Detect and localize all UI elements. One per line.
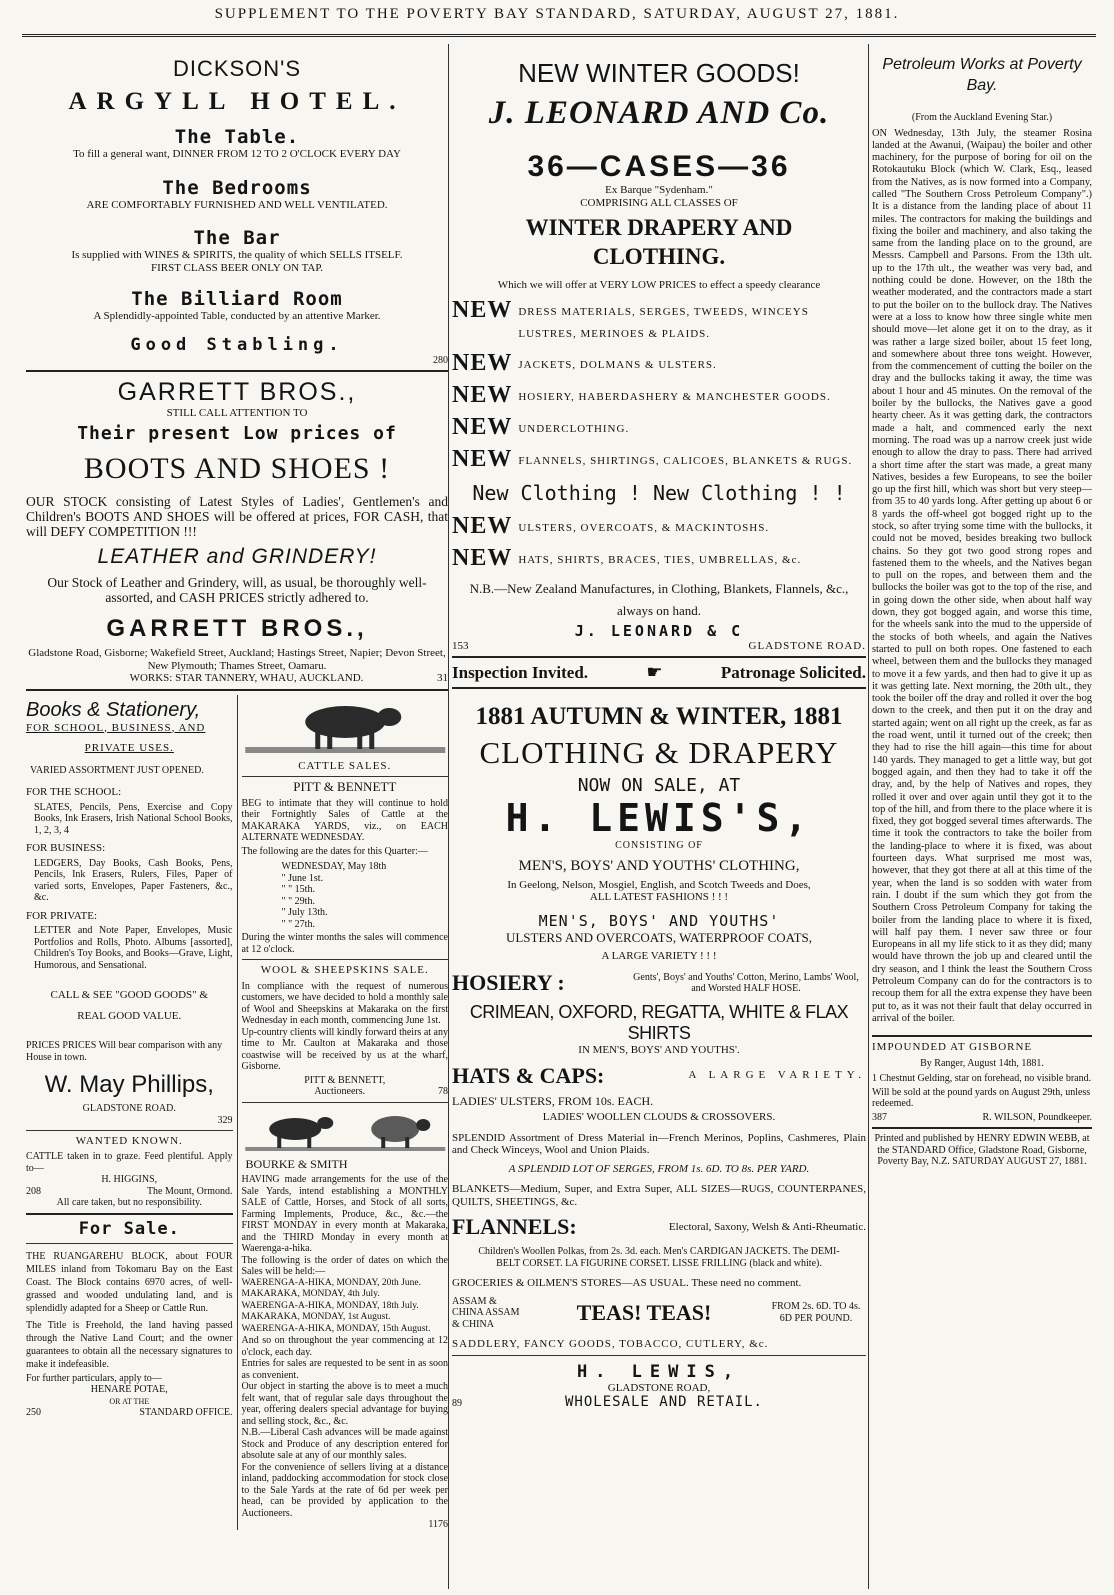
ad-text: N.B.—Liberal Cash advances will be made against Stock and Produce of any description entered for absolute sale at any of our monthly sales. bbox=[241, 1427, 448, 1461]
imprint: Printed and published by HENRY EDWIN WEBB, at the STANDARD Office, Gladstone Road, Gisborne, Poverty Bay, N.Z. SATURDAY AUGUST 27, 1881. bbox=[874, 1133, 1090, 1168]
new-label: NEW bbox=[452, 544, 513, 571]
divider bbox=[242, 776, 449, 777]
ad-number: 387 bbox=[872, 1111, 887, 1123]
ad-text: A LARGE VARIETY. bbox=[688, 1069, 866, 1082]
divider bbox=[242, 959, 449, 960]
ad-text: H. HIGGINS, bbox=[101, 1174, 158, 1185]
ad-heading: BOOTS AND SHOES ! bbox=[83, 452, 391, 485]
new-label: NEW bbox=[452, 445, 513, 472]
sale-date: WAERENGA-A-HIKA, MONDAY, 15th August. bbox=[241, 1323, 431, 1334]
divider bbox=[452, 687, 866, 689]
ad-heading: H. LEWIS, bbox=[576, 1361, 742, 1382]
ad-text: SPLENDID Assortment of Dress Material in—French Merinos, Poplins, Cashmeres, Plain and Check Winceys, Wool and Union Plaids. bbox=[452, 1131, 866, 1156]
ad-heading: ARGYLL HOTEL. bbox=[68, 88, 406, 115]
ad-subheading: FOR BUSINESS: bbox=[26, 842, 106, 854]
cattle-illustration bbox=[242, 695, 449, 755]
masthead: SUPPLEMENT TO THE POVERTY BAY STANDARD, SATURDAY, AUGUST 27, 1881. bbox=[214, 6, 900, 22]
ad-text: ALL LATEST FASHIONS ! ! ! bbox=[589, 891, 729, 903]
sale-date: " July 13th. bbox=[281, 907, 328, 918]
sale-date: WAERENGA-A-HIKA, MONDAY, 18th July. bbox=[241, 1300, 419, 1311]
divider bbox=[26, 1243, 233, 1244]
notice-text: By Ranger, August 14th, 1881. bbox=[920, 1057, 1044, 1069]
ad-heading: 36—CASES—36 bbox=[527, 150, 791, 183]
ad-text: HENARE POTAE, bbox=[90, 1384, 168, 1395]
ad-heading: W. May Phillips, bbox=[44, 1071, 214, 1098]
column-rule bbox=[868, 44, 869, 1589]
ad-subheading: The Bar bbox=[193, 227, 281, 249]
divider bbox=[26, 689, 448, 691]
column-right bbox=[872, 44, 1092, 1589]
notice-text: 1 Chestnut Gelding, star on forehead, no visible brand. bbox=[872, 1073, 1092, 1085]
ad-text: SLATES, Pencils, Pens, Exercise and Copy Books, Ink Erasers, Irish National School Books, 1, 2, 3, 4 bbox=[34, 801, 233, 836]
ad-text: GLADSTONE ROAD. bbox=[748, 639, 866, 652]
ad-text: Up-country clients will kindly forward theirs at any time to Mr. Caulton at Makaraka and those coastwise will be received by us at the wharf, Gisborne. bbox=[241, 1026, 448, 1072]
ad-heading: Patronage Solicited. bbox=[720, 663, 866, 682]
ad-text: OR AT THE bbox=[109, 1396, 150, 1406]
ad-heading: WHOLESALE AND RETAIL. bbox=[564, 1394, 763, 1410]
ad-heading: LEATHER and GRINDERY! bbox=[97, 545, 377, 568]
new-line bbox=[452, 513, 866, 540]
ad-text: LETTER and Note Paper, Envelopes, Music Portfolios and Rolls, Photo. Albums [assorted], Children's Toy Books, and Books—Grave, Light, Humorous, and Sensational. bbox=[34, 925, 233, 971]
ad-heading: Books & Stationery, bbox=[26, 698, 201, 721]
sale-date: WAERENGA-A-HIKA, MONDAY, 20th June. bbox=[241, 1277, 421, 1288]
new-line bbox=[452, 414, 866, 441]
ad-text: PITT & BENNETT, bbox=[304, 1074, 386, 1086]
ad-text: Gladstone Road, Gisborne; Wakefield Street, Auckland; Hastings Street, Napier; Devon Street, New Plymouth; Thames Street, Oamaru. bbox=[28, 647, 446, 672]
ad-number: 208 bbox=[26, 1185, 41, 1197]
ad-text: BLANKETS—Medium, Super, and Extra Super, ALL SIZES—RUGS, COUNTERPANES, QUILTS, SHEETINGS, &c. bbox=[452, 1183, 866, 1208]
article-title: Petroleum Works at Poverty Bay. bbox=[882, 56, 1082, 94]
ad-heading: TEAS! TEAS! bbox=[576, 1299, 712, 1325]
ad-subheading: The Table. bbox=[174, 126, 300, 148]
ad-text: SADDLERY, FANCY GOODS, TOBACCO, CUTLERY, &c. bbox=[452, 1338, 769, 1350]
ad-text: PRIVATE USES. bbox=[84, 742, 174, 754]
ad-text: Which we will offer at VERY LOW PRICES to effect a speedy clearance bbox=[497, 279, 821, 291]
ad-subheading: BOURKE & SMITH bbox=[245, 1156, 348, 1171]
ad-text: GLADSTONE ROAD, bbox=[607, 1381, 711, 1394]
ad-text: STILL CALL ATTENTION TO bbox=[166, 406, 308, 419]
ad-text: And so on throughout the year commencing at 12 o'clock, each day. bbox=[241, 1335, 448, 1358]
ad-text: The following are the dates for this Quarter:— bbox=[241, 845, 428, 857]
new-line-text: HOSIERY, HABERDASHERY & MANCHESTER GOODS. bbox=[518, 390, 831, 403]
ad-heading: For Sale. bbox=[78, 1218, 180, 1239]
notice-text: R. WILSON, Poundkeeper. bbox=[982, 1111, 1092, 1123]
ad-heading: DICKSON'S bbox=[172, 56, 302, 81]
new-label: NEW bbox=[452, 413, 513, 440]
ad-text: LADIES' WOOLLEN CLOUDS & CROSSOVERS. bbox=[542, 1111, 776, 1123]
ad-heading: CATTLE SALES. bbox=[298, 759, 392, 772]
ad-heading: WOOL & SHEEPSKINS SALE. bbox=[260, 964, 429, 976]
sale-date: " " 27th. bbox=[281, 918, 315, 930]
ad-text: LADIES' ULSTERS, FROM 10s. EACH. bbox=[452, 1093, 654, 1108]
ad-heading: NEW WINTER GOODS! bbox=[518, 58, 800, 88]
ad-text: LEDGERS, Day Books, Cash Books, Pens, Pencils, Ink Erasers, Rulers, Files, Paper of varied sorts, Envelopes, Paper Fasteners, &c., &c. bbox=[34, 857, 233, 903]
ad-text: In Geelong, Nelson, Mosgiel, English, and Scotch Tweeds and Does, bbox=[507, 878, 811, 891]
ad-text: STANDARD OFFICE. bbox=[139, 1407, 233, 1418]
masthead-rule bbox=[22, 34, 1096, 37]
ad-text: CONSISTING OF bbox=[615, 840, 703, 851]
ad-text: VARIED ASSORTMENT JUST OPENED. bbox=[30, 764, 204, 776]
ad-number: 1176 bbox=[428, 1519, 448, 1530]
ad-text: BEG to intimate that they will continue to hold their Fortnightly Sales of Cattle at the MAKARAKA YARDS, viz., on EACH ALTERNATE WEDNESDAY. bbox=[241, 797, 448, 843]
ad-text: PRICES PRICES Will bear comparison with any House in town. bbox=[26, 1040, 223, 1063]
ad-subheading: MEN'S, BOYS' AND YOUTHS' CLOTHING, bbox=[518, 857, 800, 874]
ad-text: Children's Woollen Polkas, from 2s. 3d. each. Men's CARDIGAN JACKETS. The DEMI-BELT CORSET. LA FIGURINE CORSET. LISSE FRILLING (black and white). bbox=[478, 1246, 840, 1269]
new-line-text: ULSTERS, OVERCOATS, & MACKINTOSHS. bbox=[518, 521, 770, 534]
new-line-text: HATS, SHIRTS, BRACES, TIES, UMBRELLAS, &c. bbox=[518, 553, 802, 566]
leonard-ad bbox=[452, 58, 866, 652]
ad-heading: HATS & CAPS: bbox=[452, 1062, 605, 1088]
sale-dates bbox=[282, 861, 449, 930]
new-label: NEW bbox=[452, 381, 513, 408]
sale-date: MAKARAKA, MONDAY, 4th July. bbox=[241, 1289, 380, 1299]
classifieds-grid bbox=[26, 695, 448, 1531]
ad-text: IN MEN'S, BOYS' AND YOUTHS'. bbox=[578, 1044, 740, 1056]
sale-date: " " 15th. bbox=[281, 884, 315, 895]
ad-heading: CLOTHING & DRAPERY bbox=[479, 735, 839, 770]
ad-subheading: PITT & BENNETT bbox=[293, 779, 397, 794]
ad-text: REAL GOOD VALUE. bbox=[77, 1009, 182, 1022]
ad-subheading: ULSTERS AND OVERCOATS, WATERPROOF COATS, bbox=[505, 929, 813, 945]
ad-subheading: The Billiard Room bbox=[131, 288, 343, 310]
new-line-text: DRESS MATERIALS, SERGES, TWEEDS, WINCEYS LUSTRES, MERINOES & PLAIDS. bbox=[518, 305, 809, 340]
new-line-text: JACKETS, DOLMANS & ULSTERS. bbox=[518, 358, 717, 371]
lewis-ad bbox=[452, 662, 866, 1410]
divider bbox=[452, 656, 866, 658]
divider bbox=[872, 1035, 1092, 1037]
ad-text: FIRST CLASS BEER ONLY ON TAP. bbox=[150, 261, 323, 274]
ad-subheading: FOR PRIVATE: bbox=[26, 909, 98, 922]
ad-text: A LARGE VARIETY ! ! ! bbox=[601, 949, 717, 962]
ad-number: 329 bbox=[217, 1114, 233, 1126]
new-line bbox=[452, 297, 866, 345]
ad-text: Is supplied with WINES & SPIRITS, the quality of which SELLS ITSELF. bbox=[71, 249, 403, 261]
ad-heading: H. LEWIS'S, bbox=[505, 796, 813, 840]
sale-date: WEDNESDAY, May 18th bbox=[281, 861, 387, 872]
new-line-text: FLANNELS, SHIRTINGS, CALICOES, BLANKETS & RUGS. bbox=[518, 454, 853, 467]
divider bbox=[872, 1127, 1092, 1129]
ad-text: For further particulars, apply to— bbox=[26, 1372, 162, 1384]
ad-subheading: Their present Low prices of bbox=[77, 423, 397, 444]
notice-heading: IMPOUNDED AT GISBORNE bbox=[872, 1041, 1033, 1054]
ad-text: A Splendidly-appointed Table, conducted by an attentive Marker. bbox=[93, 310, 381, 322]
ad-text: ARE COMFORTABLY FURNISHED AND WELL VENTILATED. bbox=[86, 198, 388, 211]
ad-text: Electoral, Saxony, Welsh & Anti-Rheumatic. bbox=[668, 1220, 866, 1233]
column-middle bbox=[452, 44, 866, 1589]
ad-number: 153 bbox=[452, 639, 469, 652]
ad-text: Our object in starting the above is to meet a much felt want, that of regular sale days throughout the year, offering dealers special advantage for buying and selling stock, &c., &c. bbox=[241, 1381, 448, 1427]
ad-number: 250 bbox=[26, 1407, 41, 1418]
hand-icon: ☛ bbox=[646, 662, 663, 682]
notice-text: Will be sold at the pound yards on August 29th, unless redeemed. bbox=[872, 1086, 1091, 1110]
ad-text: During the winter months the sales will commence at 12 o'clock. bbox=[241, 932, 448, 955]
ad-text: ASSAM & CHINA ASSAM & CHINA bbox=[452, 1295, 520, 1330]
new-line-text: UNDERCLOTHING. bbox=[518, 422, 630, 435]
ad-heading: J. LEONARD AND Co. bbox=[488, 95, 830, 131]
ad-text: COMPRISING ALL CLASSES OF bbox=[580, 196, 738, 209]
ad-heading: WANTED KNOWN. bbox=[75, 1134, 183, 1147]
sale-date: MAKARAKA, MONDAY, 1st August. bbox=[241, 1312, 391, 1322]
ad-subheading: FOR THE SCHOOL: bbox=[26, 786, 122, 798]
ad-number: 78 bbox=[437, 1086, 448, 1097]
new-label: NEW bbox=[452, 512, 513, 539]
ad-text: The Mount, Ormond. bbox=[146, 1185, 233, 1197]
new-line bbox=[452, 382, 866, 409]
livestock-illustration bbox=[242, 1107, 449, 1153]
ad-subheading: MEN'S, BOYS' AND YOUTHS' bbox=[538, 911, 780, 930]
ad-number: 31 bbox=[437, 672, 448, 684]
new-label: NEW bbox=[452, 349, 513, 376]
divider bbox=[452, 1355, 866, 1356]
ad-text: HAVING made arrangements for the use of the Sale Yards, intend establishing a MONTHLY SALE of Cattle, Horses, and Stock of all sorts, Farming Implements, Produce, &c., &c.—the FIRST MONDAY in every month at Makaraka, and the THIRD Monday in every month at Waerenga-a-hika. bbox=[241, 1174, 448, 1254]
ad-text: Auctioneers. bbox=[314, 1086, 366, 1097]
sale-date: " " 29th. bbox=[281, 895, 315, 907]
ad-text: All care taken, but no responsibility. bbox=[56, 1197, 202, 1208]
ad-heading: FLANNELS: bbox=[452, 1214, 577, 1239]
ad-heading: Inspection Invited. bbox=[452, 663, 589, 682]
ad-heading: CRIMEAN, OXFORD, REGATTA, WHITE & FLAX SHIRTS bbox=[469, 1002, 849, 1043]
ad-heading: HOSIERY : bbox=[452, 970, 565, 995]
ad-heading: GARRETT BROS., bbox=[106, 615, 368, 642]
subcolumn bbox=[26, 695, 237, 1531]
ad-text: GROCERIES & OILMEN'S STORES—AS USUAL. These need no comment. bbox=[452, 1277, 802, 1289]
ad-text: WORKS: STAR TANNERY, WHAU, AUCKLAND. bbox=[129, 672, 364, 684]
sale-dates bbox=[242, 1278, 449, 1336]
ad-text: GLADSTONE ROAD. bbox=[82, 1103, 176, 1114]
new-line bbox=[452, 350, 866, 377]
ad-text: The Title is Freehold, the land having passed through the Native Land Court; and the owner guarantees to obtain all the necessary signatures to make it indefeasible. bbox=[26, 1319, 233, 1370]
ad-number: 280 bbox=[433, 354, 448, 366]
subcolumn bbox=[237, 695, 449, 1531]
column-rule bbox=[448, 44, 449, 1589]
new-line bbox=[452, 446, 866, 473]
ad-heading: J. LEONARD & C bbox=[574, 621, 744, 640]
ad-text: Entries for sales are requested to be sent in as soon as convenient. bbox=[241, 1358, 448, 1381]
ad-text: CALL & SEE "GOOD GOODS" & bbox=[50, 989, 208, 1001]
ad-number: 89 bbox=[452, 1398, 462, 1409]
new-line bbox=[452, 545, 866, 572]
ad-text: A SPLENDID LOT OF SERGES, FROM 1s. 6D. TO 8s. PER YARD. bbox=[508, 1162, 810, 1175]
ad-text: Gents', Boys' and Youths' Cotton, Merino, Lambs' Wool, and Worsted HALF HOSE. bbox=[633, 971, 859, 994]
ad-text: For the convenience of sellers living at a distance inland, paddocking accommodation for stock close to the Sale Yards at the rate of 6d per week per head, can be provided by application to the Auctioneers. bbox=[241, 1461, 448, 1519]
ad-text: FOR SCHOOL, BUSINESS, AND bbox=[26, 721, 206, 734]
garrett-bros-ad bbox=[26, 378, 448, 685]
argyll-hotel-ad bbox=[26, 56, 448, 366]
ad-heading: 1881 AUTUMN & WINTER, 1881 bbox=[475, 703, 843, 730]
divider bbox=[26, 370, 448, 372]
ad-text: CATTLE taken in to graze. Feed plentiful. Apply to— bbox=[26, 1151, 233, 1174]
ad-subheading: Good Stabling. bbox=[130, 334, 344, 355]
ad-subheading: NOW ON SALE, AT bbox=[577, 775, 741, 796]
ad-heading: New Clothing ! New Clothing ! ! bbox=[472, 480, 846, 505]
ad-text: In compliance with the request of numerous customers, we have decided to hold a monthly sale of Wool and Sheepskins at Makaraka on the first Wednesday in each month, commencing June 1st. bbox=[241, 980, 448, 1026]
ad-text: FROM 2s. 6D. TO 4s. 6D PER POUND. bbox=[771, 1301, 861, 1324]
divider bbox=[26, 1213, 233, 1215]
ad-heading: GARRETT BROS., bbox=[117, 377, 357, 406]
ad-text: THE RUANGAREHU BLOCK, about FOUR MILES inland from Tokomaru Bay on the East Coast. The Block contains 6970 acres, of well-grassed and wooded undulating land, and is splendidly adapted for a Sheep or Cattle Run. bbox=[26, 1250, 233, 1314]
divider bbox=[26, 1130, 233, 1131]
ad-text: Ex Barque "Sydenham." bbox=[605, 184, 713, 196]
divider bbox=[242, 1102, 449, 1103]
ad-text: The following is the order of dates on which the Sales will be held:— bbox=[241, 1254, 448, 1277]
ad-text: OUR STOCK consisting of Latest Styles of Ladies', Gentlemen's and Children's BOOTS AND SHOES will be offered at prices, FOR CASH, that will DEFY COMPETITION !!! bbox=[26, 494, 448, 539]
ad-text: Our Stock of Leather and Grindery, will, as usual, be thoroughly well-assorted, and CASH PRICES strictly adhered to. bbox=[47, 575, 427, 605]
new-label: NEW bbox=[452, 296, 513, 323]
column-left bbox=[26, 44, 448, 1589]
ad-subheading: The Bedrooms bbox=[162, 176, 312, 199]
ad-heading: WINTER DRAPERY AND CLOTHING. bbox=[525, 215, 793, 269]
ad-text: To fill a general want, DINNER FROM 12 TO 2 O'CLOCK EVERY DAY bbox=[73, 148, 401, 160]
ad-text: N.B.—New Zealand Manufactures, in Clothing, Blankets, Flannels, &c., always on hand. bbox=[469, 580, 849, 618]
article-body: ON Wednesday, 13th July, the steamer Rosina landed at the Awanui, (Waipau) the boiler and other machinery, for the purpose of boring for oil on the Rotokautuku Block (which W. Clark, Esq., leased from the Natives, as is now formed into a Company, called "The Southern Cross Petroleum Company".) It is a distance from the landing place of about 11 miles. The contractors for making the buildings and fixing the boiler and machinery, and also taking the same from the landing place on to the ground, are Messrs. Campbell and Parsons. From the 13th ult. up to the 17th ult., the weather was very bad, and nothing could be done. However, on the 18th the weather moderated, and the contractors made a start to put the boiler on to the bullock dray. The Natives were at a loss to know how three single white men should move—let alone get it on to the dray, as it was rather a large sized boiler, about 15 feet long, and somewhere about three tons weight. However, from the commencement of cutting the boiler on the dray and the bullocks taking it away, the time was about 1 hour and 45 minutes. On the removal of the boiler by the bullocks, the Natives gave a good hearty cheer. As it was getting dark, the contractors made a halt, and commenced early the next morning. The road was up a narrow creek just wide enough to allow the dray to pass. There had arrived a short time after the start was made, a great many Natives, besides a few Europeans, to see the boiler go up the first hill, which was short but very steep—from 35 to 40 yards long. After getting up about 6 or 8 yards the off-wheel got bogged right up to the stock, so after trying some time with the bullocks, it could not be moved, besides breaking two bullock chains. So they got two good strong ropes and fastened them to the wheels, and the Natives began to pull on the ropes, and between them and the bullocks the boiler was got to the top of the rise, and in going down the other side, when about half way down, they got bogged again, and worse this time, for the wheels sank into the mud to the upperside of the stocks of both wheels, and again the Natives started to pull on both ropes. One fastened to each wheel, between them and the bullocks they managed to move it a few yards, and then had to give it up as it was getting late. Next morning, the 20th ult., they took the boiler off the dray and rolled it over the bog down to the creek, and then put it on the dray and started again; went on all right up the creek, as far as the road went, until it turned out of the creek; then they had to rise the hill again—this time for about 140 yards. They managed to get a little way, but got bogged again, and then they had to take it off the dray, and, by the help of Natives and ropes, they rolled it over and over again until they got it to the top of the hill, and from there to the place where it is fixed, they got bogged several times afterwards. The time it took the contractors to take the boiler from the landing-place to where it is fixed, was about fourteen days. What surprised me most was, however, that they got there at all at this time of the year, when the land is so sodden with water from rain. I doubt if the sum which they got from the Southern Cross Petroleum Company for taking the boiler from the landing place to where it is fixed, will half pay them. I never saw three or four Europeans in all my life stick to it as they did; many would have thrown the job up and cleared until the dry season, and I think the least the Southern Cross Petroleum Company can do for the contractors is to recoup them for all the extra expense they have been put to, as it was not their fault that delay occurred in arrival of the boiler. bbox=[872, 127, 1092, 1024]
sale-date: " June 1st. bbox=[281, 872, 324, 884]
article-source: (From the Auckland Evening Star.) bbox=[911, 112, 1053, 123]
